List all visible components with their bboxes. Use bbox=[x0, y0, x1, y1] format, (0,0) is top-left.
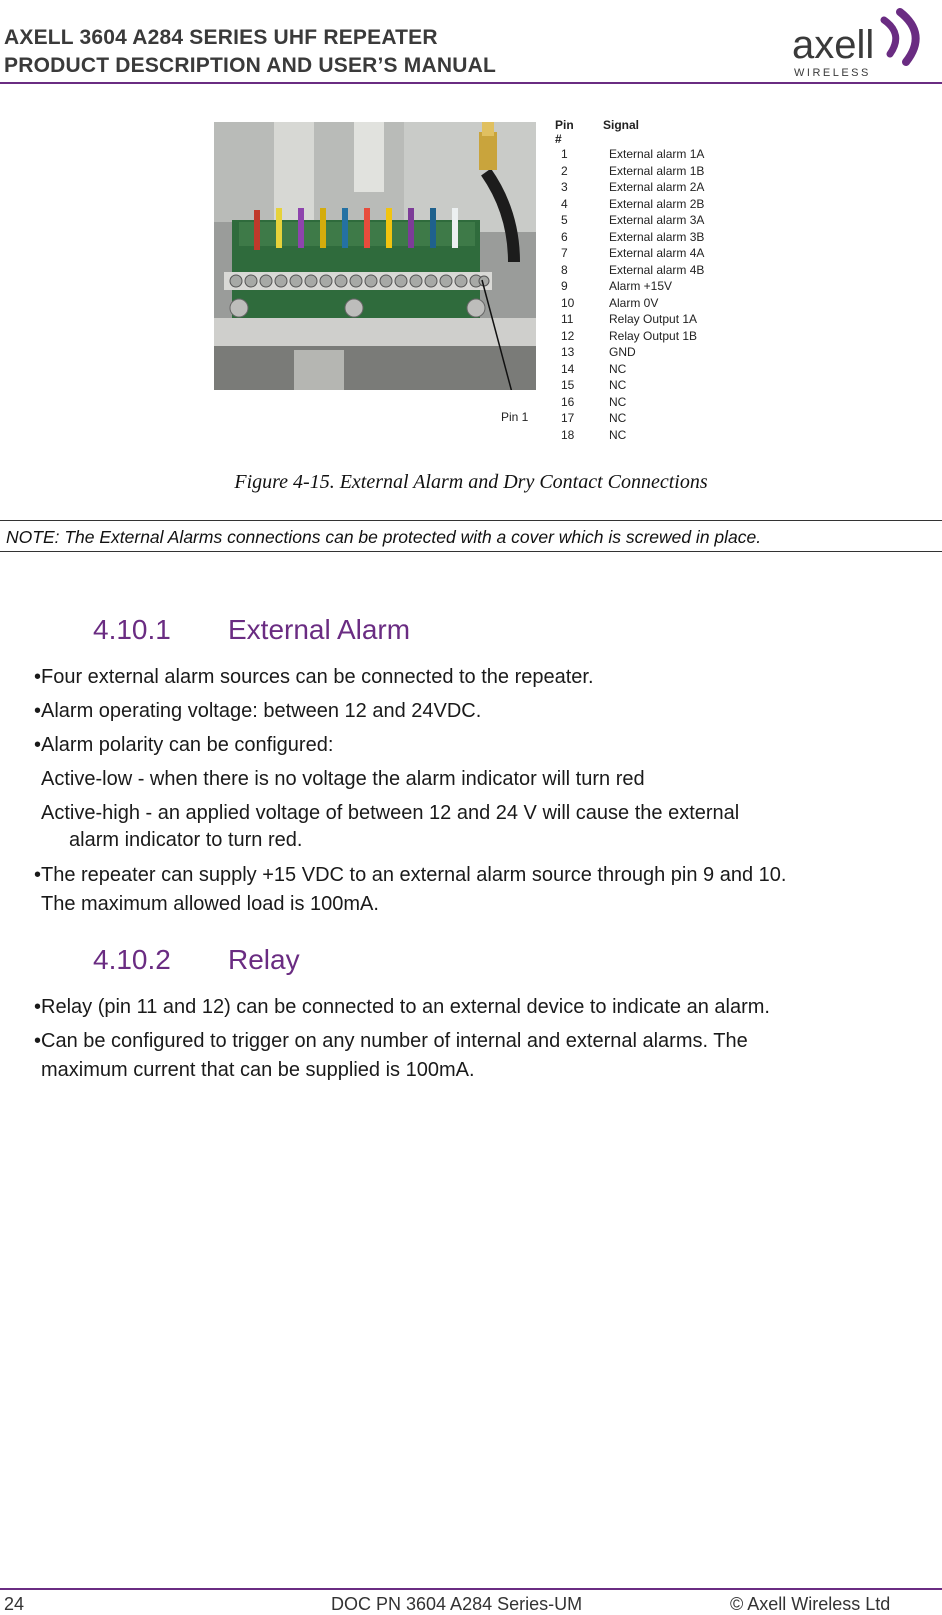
signal-header: Signal bbox=[603, 118, 640, 132]
pin-signal: Alarm 0V bbox=[609, 295, 659, 310]
relay-bullet-2-line1: Can be configured to trigger on any number of internal and external alarms. The bbox=[41, 1030, 748, 1052]
section-number: 4.10.1 bbox=[93, 614, 171, 645]
header-rule bbox=[0, 82, 942, 84]
logo-arc-outer-icon bbox=[900, 12, 916, 62]
alarm-sub-2-line1: Active-high - an applied voltage of between 12 and 24 V will cause the external bbox=[41, 802, 740, 824]
footer-page-number: 24 bbox=[4, 1594, 25, 1614]
pin-signal: GND bbox=[609, 345, 636, 359]
pin-signal: External alarm 3A bbox=[609, 213, 705, 227]
pin-signal: Relay Output 1A bbox=[609, 312, 698, 326]
alarm-bullet-1: Four external alarm sources can be connected to the repeater. bbox=[41, 666, 594, 688]
pin-signal: External alarm 3B bbox=[609, 229, 705, 244]
logo-arc-inner-icon bbox=[884, 20, 896, 54]
terminal-screws-icon bbox=[230, 275, 489, 287]
pin-signal: NC bbox=[609, 411, 627, 425]
pin-signal: NC bbox=[609, 427, 627, 442]
terminal-block-photo bbox=[214, 122, 536, 390]
pin-number: 6 bbox=[561, 229, 568, 244]
footer-copyright: © Axell Wireless Ltd bbox=[730, 1594, 891, 1614]
logo-text: axell bbox=[792, 23, 875, 67]
bullet-icon: • bbox=[34, 700, 42, 722]
pin-signal: External alarm 1B bbox=[609, 163, 705, 178]
pin-number: 5 bbox=[561, 213, 568, 227]
relay-bullet-2-line2: maximum current that can be supplied is 100mA. bbox=[41, 1059, 475, 1081]
figure-caption: Figure 4-15. External Alarm and Dry Contact Connections bbox=[234, 471, 708, 493]
pin-signal: Alarm +15V bbox=[609, 279, 673, 293]
pin-signal: External alarm 2A bbox=[609, 180, 705, 194]
section-heading-relay bbox=[93, 944, 300, 976]
pin-signal: NC bbox=[609, 378, 627, 392]
note-box bbox=[0, 520, 942, 552]
pin-number: 18 bbox=[561, 427, 575, 442]
pin-signal: External alarm 4B bbox=[609, 262, 705, 277]
alarm-sub-2-line2: alarm indicator to turn red. bbox=[69, 829, 303, 851]
pin-number: 2 bbox=[561, 163, 568, 178]
note-text: NOTE: The External Alarms connections can be protected with a cover which is screwed in place. bbox=[6, 527, 762, 547]
pin-number: 11 bbox=[561, 312, 574, 326]
logo-subtext: WIRELESS bbox=[794, 67, 871, 79]
pin-number: 9 bbox=[561, 279, 568, 293]
relay-bullet-1: Relay (pin 11 and 12) can be connected to an external device to indicate an alarm. bbox=[41, 996, 770, 1018]
pin-signal: NC bbox=[609, 394, 627, 409]
pin-number: 4 bbox=[561, 196, 568, 211]
pin-signal: External alarm 4A bbox=[609, 246, 705, 260]
header-title-line2: PRODUCT DESCRIPTION AND USER’S MANUAL bbox=[4, 54, 496, 77]
pin-number: 12 bbox=[561, 328, 575, 343]
pin-signal: NC bbox=[609, 361, 627, 376]
bullet-icon: • bbox=[34, 996, 42, 1018]
section-heading-external-alarm bbox=[93, 614, 410, 646]
pin-number: 15 bbox=[561, 378, 575, 392]
pin-signal: External alarm 2B bbox=[609, 196, 705, 211]
pin-signal: Relay Output 1B bbox=[609, 328, 698, 343]
alarm-bullet-4-line2: The maximum allowed load is 100mA. bbox=[41, 893, 379, 915]
pin-number: 16 bbox=[561, 394, 575, 409]
pin-number: 10 bbox=[561, 295, 575, 310]
section-number: 4.10.2 bbox=[93, 944, 171, 975]
pin-number: 17 bbox=[561, 411, 575, 425]
pin-header: Pin # bbox=[555, 118, 574, 146]
pin-number: 13 bbox=[561, 345, 575, 359]
pin1-label: Pin 1 bbox=[501, 410, 529, 424]
pin-number: 7 bbox=[561, 246, 568, 260]
section-title: External Alarm bbox=[228, 614, 411, 645]
footer-doc-number: DOC PN 3604 A284 Series-UM bbox=[331, 1594, 583, 1614]
alarm-bullet-3: Alarm polarity can be configured: bbox=[41, 734, 334, 756]
alarm-bullet-4-line1: The repeater can supply +15 VDC to an external alarm source through pin 9 and 10. bbox=[41, 864, 787, 886]
header-title bbox=[4, 24, 496, 80]
pin-number: 1 bbox=[561, 147, 568, 161]
alarm-bullet-2: Alarm operating voltage: between 12 and 24VDC. bbox=[41, 700, 482, 722]
pin-number: 3 bbox=[561, 180, 568, 194]
bullet-icon: • bbox=[34, 864, 42, 886]
footer-rule bbox=[0, 1588, 942, 1590]
bullet-icon: • bbox=[34, 666, 42, 688]
bullet-icon: • bbox=[34, 1030, 42, 1052]
pin-signal: External alarm 1A bbox=[609, 147, 705, 161]
header-title-line1: AXELL 3604 A284 SERIES UHF REPEATER bbox=[4, 26, 438, 49]
pin-number: 8 bbox=[561, 262, 568, 277]
pin-number: 14 bbox=[561, 361, 575, 376]
axell-logo bbox=[786, 6, 936, 80]
bullet-icon: • bbox=[34, 734, 42, 756]
section-title: Relay bbox=[228, 944, 300, 975]
alarm-sub-1: Active-low - when there is no voltage the alarm indicator will turn red bbox=[41, 768, 645, 790]
